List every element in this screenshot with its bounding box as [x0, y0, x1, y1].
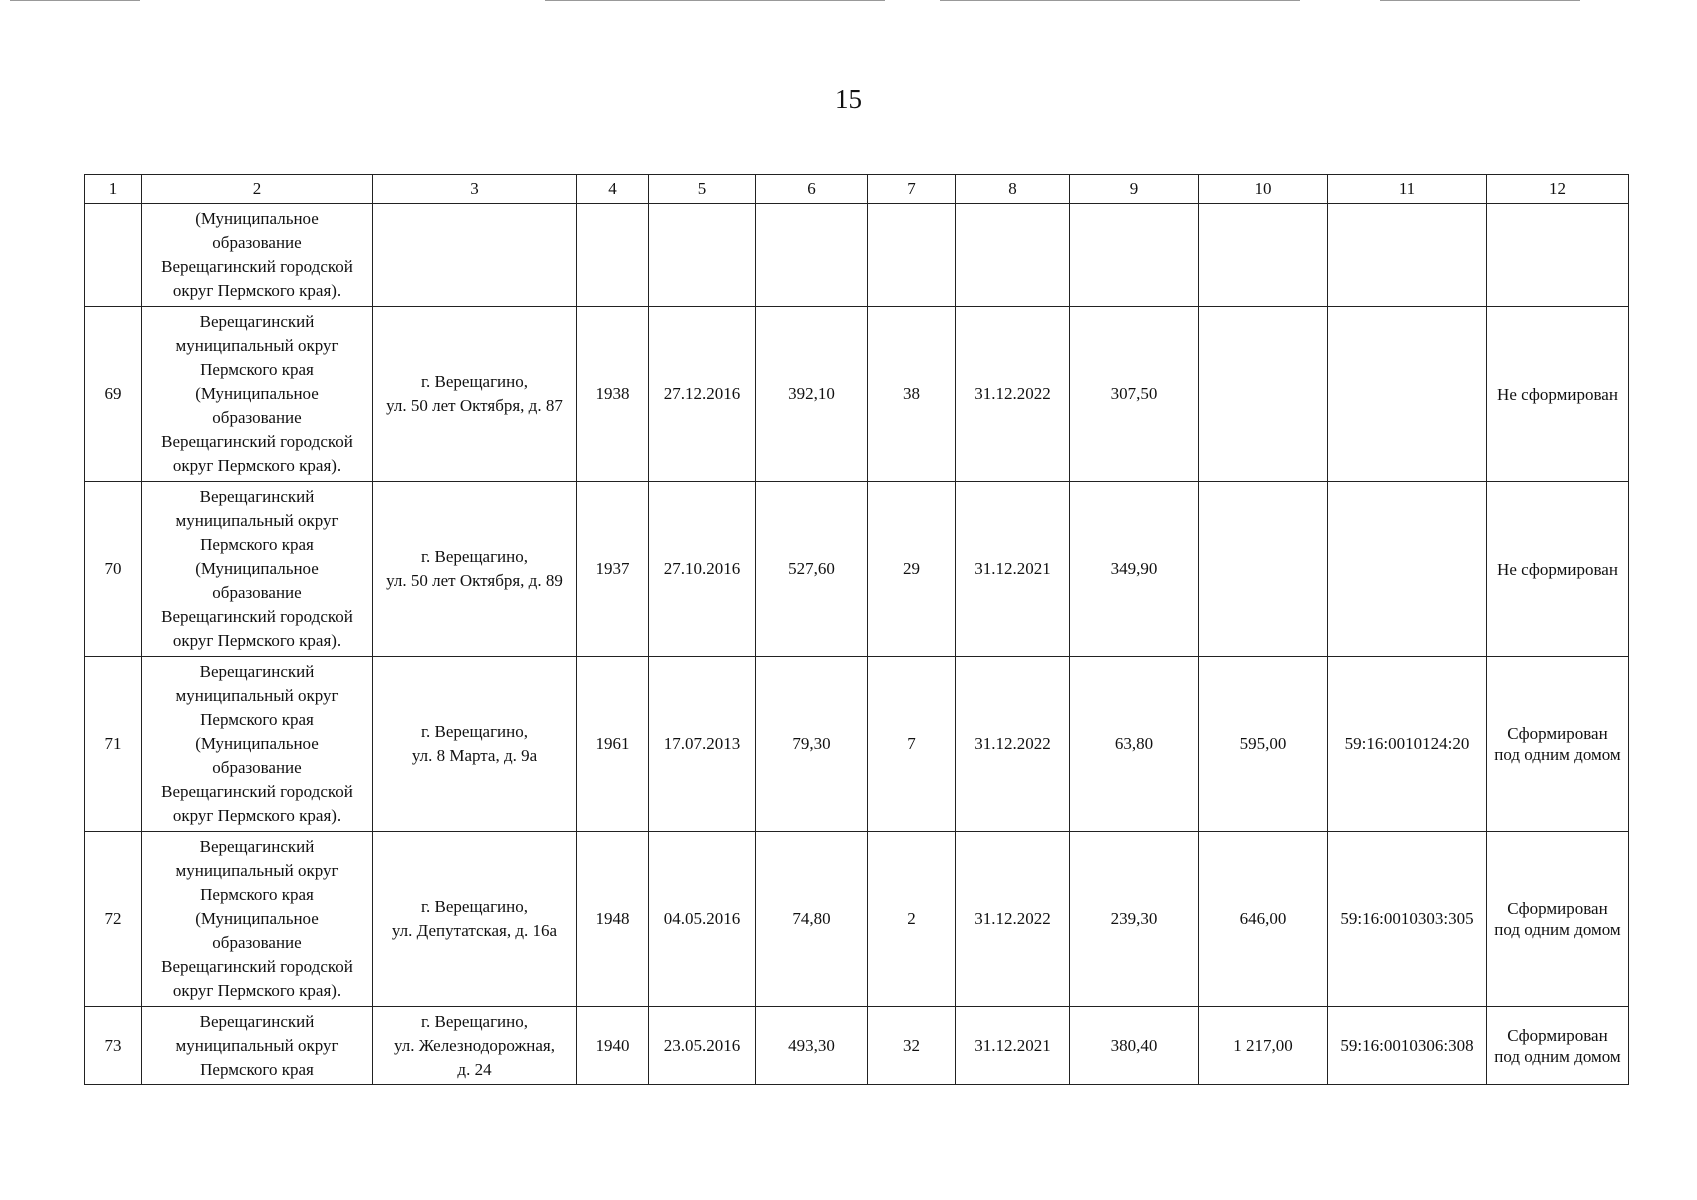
status-line: Сформирован [1507, 724, 1608, 743]
cell-number [85, 204, 142, 307]
cell-year: 1938 [577, 307, 649, 482]
cell-owner [142, 657, 373, 832]
cell-year: 1937 [577, 482, 649, 657]
owner-line: Пермского края [200, 1059, 314, 1079]
owner-line: округ Пермского края). [172, 631, 342, 650]
owner-line: Верещагинский [199, 312, 315, 331]
cell-cadastral [1328, 307, 1487, 482]
owner-line: (Муниципальное [195, 384, 319, 403]
address-line: ул. 8 Марта, д. 9а [411, 746, 538, 765]
owner-line: округ Пермского края). [172, 456, 342, 475]
cell-status [1487, 832, 1629, 1007]
address-line: г. Верещагино, [420, 372, 529, 391]
scan-edge-line [10, 0, 140, 1]
status-line: Сформирован [1507, 899, 1608, 918]
cell-residents: 38 [868, 307, 956, 482]
cell-date [649, 204, 756, 307]
cell-area: 493,30 [756, 1007, 868, 1085]
cell-number: 73 [85, 1007, 142, 1085]
owner-line: Пермского края [200, 710, 314, 729]
cell-cadastral [1328, 204, 1487, 307]
column-header: 4 [577, 175, 649, 204]
owner-line: Верещагинский [199, 487, 315, 506]
cell-number: 69 [85, 307, 142, 482]
cell-area: 79,30 [756, 657, 868, 832]
cell-residents: 29 [868, 482, 956, 657]
column-header: 3 [373, 175, 577, 204]
cell-area-living [1070, 204, 1199, 307]
scan-edge-line [545, 0, 885, 1]
cell-land-area [1199, 204, 1328, 307]
cell-address [373, 832, 577, 1007]
cell-area: 527,60 [756, 482, 868, 657]
cell-cadastral: 59:16:0010124:20 [1328, 657, 1487, 832]
address-line: ул. 50 лет Октября, д. 87 [386, 396, 563, 415]
column-header: 5 [649, 175, 756, 204]
owner-line: Верещагинский городской [161, 607, 353, 626]
owner-line: Верещагинский [199, 662, 315, 681]
cell-date: 23.05.2016 [649, 1007, 756, 1085]
status-line: под одним домом [1494, 1046, 1621, 1066]
owner-line: Верещагинский городской [161, 257, 353, 276]
cell-deadline: 31.12.2022 [956, 832, 1070, 1007]
status-line: под одним домом [1494, 745, 1621, 764]
owner-line: округ Пермского края). [172, 281, 342, 300]
owner-line: муниципальный округ [175, 336, 339, 355]
owner-line: (Муниципальное [195, 209, 319, 228]
cell-land-area: 646,00 [1199, 832, 1328, 1007]
cell-number: 71 [85, 657, 142, 832]
cell-date: 04.05.2016 [649, 832, 756, 1007]
cell-area-living: 239,30 [1070, 832, 1199, 1007]
cell-residents: 2 [868, 832, 956, 1007]
cell-address [373, 307, 577, 482]
owner-line: образование [212, 233, 302, 252]
cell-status [1487, 204, 1629, 307]
owner-line: округ Пермского края). [172, 981, 342, 1000]
cell-cadastral [1328, 482, 1487, 657]
cell-address [373, 1007, 577, 1085]
owner-line: Верещагинский городской [161, 782, 353, 801]
cell-land-area: 1 217,00 [1199, 1007, 1328, 1085]
cell-area-living: 349,90 [1070, 482, 1199, 657]
column-header: 12 [1487, 175, 1629, 204]
cell-area-living: 63,80 [1070, 657, 1199, 832]
column-header: 6 [756, 175, 868, 204]
cell-owner [142, 1007, 373, 1085]
cell-year [577, 204, 649, 307]
table-row [85, 832, 1629, 1007]
cell-date: 27.10.2016 [649, 482, 756, 657]
owner-line: (Муниципальное [195, 734, 319, 753]
address-line: ул. Железнодорожная, [394, 1035, 555, 1055]
address-line: г. Верещагино, [420, 547, 529, 566]
cell-area: 392,10 [756, 307, 868, 482]
column-header: 1 [85, 175, 142, 204]
cell-status [1487, 1007, 1629, 1085]
scan-edge-line [940, 0, 1300, 1]
cell-deadline: 31.12.2022 [956, 307, 1070, 482]
page-number: 15 [835, 84, 862, 114]
housing-registry-table [84, 174, 1629, 1085]
owner-line: Пермского края [200, 535, 314, 554]
owner-line: (Муниципальное [195, 559, 319, 578]
cell-land-area [1199, 482, 1328, 657]
cell-land-area [1199, 307, 1328, 482]
cell-date: 17.07.2013 [649, 657, 756, 832]
owner-line: муниципальный округ [175, 861, 339, 880]
cell-area-living: 380,40 [1070, 1007, 1199, 1085]
cell-status [1487, 657, 1629, 832]
cell-residents: 32 [868, 1007, 956, 1085]
cell-land-area: 595,00 [1199, 657, 1328, 832]
scan-edge-line [1380, 0, 1580, 1]
cell-address [373, 204, 577, 307]
owner-line: Пермского края [200, 360, 314, 379]
cell-deadline: 31.12.2021 [956, 482, 1070, 657]
address-line: ул. Депутатская, д. 16а [391, 921, 558, 940]
cell-owner [142, 204, 373, 307]
cell-number: 70 [85, 482, 142, 657]
cell-deadline: 31.12.2021 [956, 1007, 1070, 1085]
owner-line: образование [212, 583, 302, 602]
address-line: г. Верещагино, [420, 1011, 529, 1031]
owner-line: округ Пермского края). [172, 806, 342, 825]
cell-cadastral: 59:16:0010306:308 [1328, 1007, 1487, 1085]
cell-year: 1940 [577, 1007, 649, 1085]
owner-line: образование [212, 758, 302, 777]
owner-line: Верещагинский [199, 1011, 315, 1031]
cell-status [1487, 482, 1629, 657]
cell-status [1487, 307, 1629, 482]
table-row [85, 1007, 1629, 1085]
cell-year: 1961 [577, 657, 649, 832]
column-header: 11 [1328, 175, 1487, 204]
owner-line: Верещагинский городской [161, 432, 353, 451]
owner-line: (Муниципальное [195, 909, 319, 928]
column-header: 2 [142, 175, 373, 204]
owner-line: Верещагинский городской [161, 957, 353, 976]
table-row [85, 657, 1629, 832]
cell-address [373, 657, 577, 832]
address-line: г. Верещагино, [420, 897, 529, 916]
column-header: 9 [1070, 175, 1199, 204]
owner-line: Пермского края [200, 885, 314, 904]
cell-residents: 7 [868, 657, 956, 832]
cell-area: 74,80 [756, 832, 868, 1007]
table-row-continuation [85, 204, 1629, 307]
cell-area-living: 307,50 [1070, 307, 1199, 482]
cell-address [373, 482, 577, 657]
address-line: ул. 50 лет Октября, д. 89 [386, 571, 563, 590]
column-header: 10 [1199, 175, 1328, 204]
table-row [85, 307, 1629, 482]
owner-line: Верещагинский [199, 837, 315, 856]
cell-number: 72 [85, 832, 142, 1007]
owner-line: муниципальный округ [175, 511, 339, 530]
address-line: д. 24 [457, 1059, 492, 1079]
cell-owner [142, 482, 373, 657]
status-line: Не сформирован [1497, 559, 1618, 579]
cell-owner [142, 832, 373, 1007]
owner-line: муниципальный округ [175, 686, 339, 705]
cell-date: 27.12.2016 [649, 307, 756, 482]
status-line: Сформирован [1507, 1025, 1608, 1045]
column-number-header [85, 175, 1629, 204]
status-line: под одним домом [1494, 920, 1621, 939]
table-row [85, 482, 1629, 657]
cell-owner [142, 307, 373, 482]
owner-line: муниципальный округ [175, 1035, 339, 1055]
owner-line: образование [212, 933, 302, 952]
column-header: 8 [956, 175, 1070, 204]
status-line: Не сформирован [1497, 384, 1618, 404]
column-header: 7 [868, 175, 956, 204]
address-line: г. Верещагино, [420, 722, 529, 741]
cell-deadline: 31.12.2022 [956, 657, 1070, 832]
cell-cadastral: 59:16:0010303:305 [1328, 832, 1487, 1007]
cell-area [756, 204, 868, 307]
owner-line: образование [212, 408, 302, 427]
cell-year: 1948 [577, 832, 649, 1007]
cell-residents [868, 204, 956, 307]
cell-deadline [956, 204, 1070, 307]
